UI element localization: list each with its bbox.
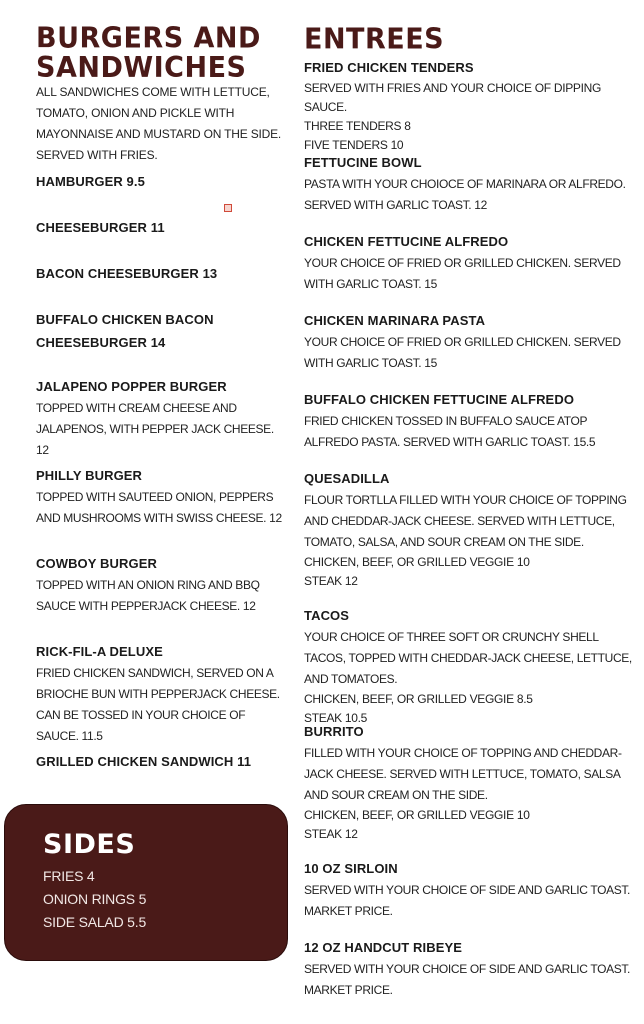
menu-item-chicken-fettucine-alfredo bbox=[304, 230, 634, 295]
item-name: COWBOY BURGER bbox=[36, 556, 157, 571]
menu-item-chicken-marinara-pasta bbox=[304, 309, 634, 374]
side-item: FRIES 4 bbox=[43, 868, 95, 884]
side-item: SIDE SALAD 5.5 bbox=[43, 914, 147, 930]
item-name: BUFFALO CHICKEN BACON CHEESEBURGER 14 bbox=[36, 312, 214, 350]
menu-item-fried-chicken-tenders bbox=[304, 56, 634, 155]
item-desc: FILLED WITH YOUR CHOICE OF TOPPING AND CHEDDAR-JACK CHEESE. SERVED WITH LETTUCE, TOMATO, SALSA AND SOUR CREAM ON THE SIDE. bbox=[304, 746, 622, 802]
sides-section bbox=[4, 804, 288, 961]
burgers-section bbox=[36, 22, 286, 166]
item-name: BACON CHEESEBURGER 13 bbox=[36, 266, 218, 281]
item-desc: PASTA WITH YOUR CHOIOCE OF MARINARA OR ALFREDO. SERVED WITH GARLIC TOAST. 12 bbox=[304, 177, 626, 212]
item-name: RICK-FIL-A DELUXE bbox=[36, 644, 163, 659]
item-option: CHICKEN, BEEF, OR GRILLED VEGGIE 10 bbox=[304, 808, 530, 822]
menu-item-fettucine-bowl bbox=[304, 151, 634, 216]
burgers-intro: ALL SANDWICHES COME WITH LETTUCE, TOMATO, ONION AND PICKLE WITH MAYONNAISE AND MUSTARD ON THE SIDE. SERVED WITH FRIES. bbox=[36, 85, 282, 162]
menu-item-bacon-cheeseburger bbox=[36, 262, 286, 285]
item-desc: YOUR CHOICE OF THREE SOFT OR CRUNCHY SHELL TACOS, TOPPED WITH CHEDDAR-JACK CHEESE, LETTUCE, AND TOMATOES. bbox=[304, 630, 632, 686]
item-desc: TOPPED WITH AN ONION RING AND BBQ SAUCE WITH PEPPERJACK CHEESE. 12 bbox=[36, 578, 260, 613]
menu-item-philly-burger bbox=[36, 464, 286, 529]
item-name: CHEESEBURGER 11 bbox=[36, 220, 165, 235]
item-name: BURRITO bbox=[304, 724, 364, 739]
entrees-title: ENTREES bbox=[304, 23, 445, 56]
item-option: STEAK 12 bbox=[304, 574, 358, 588]
menu-item-grilled-chicken-sandwich bbox=[36, 750, 286, 773]
item-desc: FRIED CHICKEN TOSSED IN BUFFALO SAUCE ATOP ALFREDO PASTA. SERVED WITH GARLIC TOAST. 15.5 bbox=[304, 414, 596, 449]
item-name: HAMBURGER 9.5 bbox=[36, 174, 145, 189]
menu-item-cheeseburger bbox=[36, 216, 286, 239]
item-option: STEAK 10.5 bbox=[304, 711, 368, 725]
side-item: ONION RINGS 5 bbox=[43, 891, 147, 907]
item-name: FRIED CHICKEN TENDERS bbox=[304, 60, 474, 75]
burgers-title bbox=[36, 22, 286, 85]
entrees-section bbox=[304, 23, 634, 56]
item-name: BUFFALO CHICKEN FETTUCINE ALFREDO bbox=[304, 392, 575, 407]
menu-item-buffalo-chicken-fettucine-alfredo bbox=[304, 388, 634, 453]
menu-item-burrito bbox=[304, 720, 634, 844]
item-name: JALAPENO POPPER BURGER bbox=[36, 379, 227, 394]
item-name: FETTUCINE BOWL bbox=[304, 155, 422, 170]
menu-item-quesadilla bbox=[304, 467, 634, 591]
item-name: 12 OZ HANDCUT RIBEYE bbox=[304, 940, 463, 955]
item-desc: TOPPED WITH SAUTEED ONION, PEPPERS AND MUSHROOMS WITH SWISS CHEESE. 12 bbox=[36, 490, 282, 525]
menu-item-buffalo-chicken-bacon-cheeseburger bbox=[36, 308, 236, 354]
menu-item-rick-fil-a-deluxe bbox=[36, 640, 286, 747]
item-desc: YOUR CHOICE OF FRIED OR GRILLED CHICKEN. SERVED WITH GARLIC TOAST. 15 bbox=[304, 335, 621, 370]
item-desc: TOPPED WITH CREAM CHEESE AND JALAPENOS, WITH PEPPER JACK CHEESE. 12 bbox=[36, 401, 274, 457]
item-name: CHICKEN FETTUCINE ALFREDO bbox=[304, 234, 509, 249]
item-name: GRILLED CHICKEN SANDWICH 11 bbox=[36, 754, 252, 769]
item-option: STEAK 12 bbox=[304, 827, 358, 841]
burgers-title-line2: SANDWICHES bbox=[36, 51, 247, 85]
sides-title: SIDES bbox=[43, 829, 136, 860]
sides-list bbox=[43, 865, 146, 934]
item-name: TACOS bbox=[304, 608, 350, 623]
item-desc: SERVED WITH FRIES AND YOUR CHOICE OF DIPPING SAUCE. bbox=[304, 81, 602, 114]
item-desc: SERVED WITH YOUR CHOICE OF SIDE AND GARLIC TOAST. MARKET PRICE. bbox=[304, 883, 631, 918]
item-desc: FLOUR TORTLLA FILLED WITH YOUR CHOICE OF TOPPING AND CHEDDAR-JACK CHEESE. SERVED WITH LETTUCE, TOMATO, SALSA, AND SOUR CREAM ON THE SIDE. bbox=[304, 493, 627, 549]
item-option: CHICKEN, BEEF, OR GRILLED VEGGIE 8.5 bbox=[304, 692, 533, 706]
item-desc: YOUR CHOICE OF FRIED OR GRILLED CHICKEN. SERVED WITH GARLIC TOAST. 15 bbox=[304, 256, 621, 291]
burgers-title-line1: BURGERS AND bbox=[36, 22, 261, 56]
item-option: CHICKEN, BEEF, OR GRILLED VEGGIE 10 bbox=[304, 555, 530, 569]
item-desc: SERVED WITH YOUR CHOICE OF SIDE AND GARLIC TOAST. MARKET PRICE. bbox=[304, 962, 631, 997]
menu-item-cowboy-burger bbox=[36, 552, 286, 617]
menu-item-10oz-sirloin bbox=[304, 857, 634, 922]
item-name: 10 OZ SIRLOIN bbox=[304, 861, 398, 876]
item-name: PHILLY BURGER bbox=[36, 468, 143, 483]
menu-item-12oz-handcut-ribeye bbox=[304, 936, 634, 1001]
menu-item-hamburger bbox=[36, 170, 286, 193]
small-icon bbox=[224, 204, 232, 212]
item-desc: FRIED CHICKEN SANDWICH, SERVED ON A BRIOCHE BUN WITH PEPPERJACK CHEESE. CAN BE TOSSED IN YOUR CHOICE OF SAUCE. 11.5 bbox=[36, 666, 280, 743]
item-name: QUESADILLA bbox=[304, 471, 390, 486]
menu-item-jalapeno-popper-burger bbox=[36, 375, 286, 461]
item-option: THREE TENDERS 8 bbox=[304, 119, 411, 133]
item-option: FIVE TENDERS 10 bbox=[304, 138, 404, 152]
menu-item-tacos bbox=[304, 604, 634, 728]
item-name: CHICKEN MARINARA PASTA bbox=[304, 313, 486, 328]
